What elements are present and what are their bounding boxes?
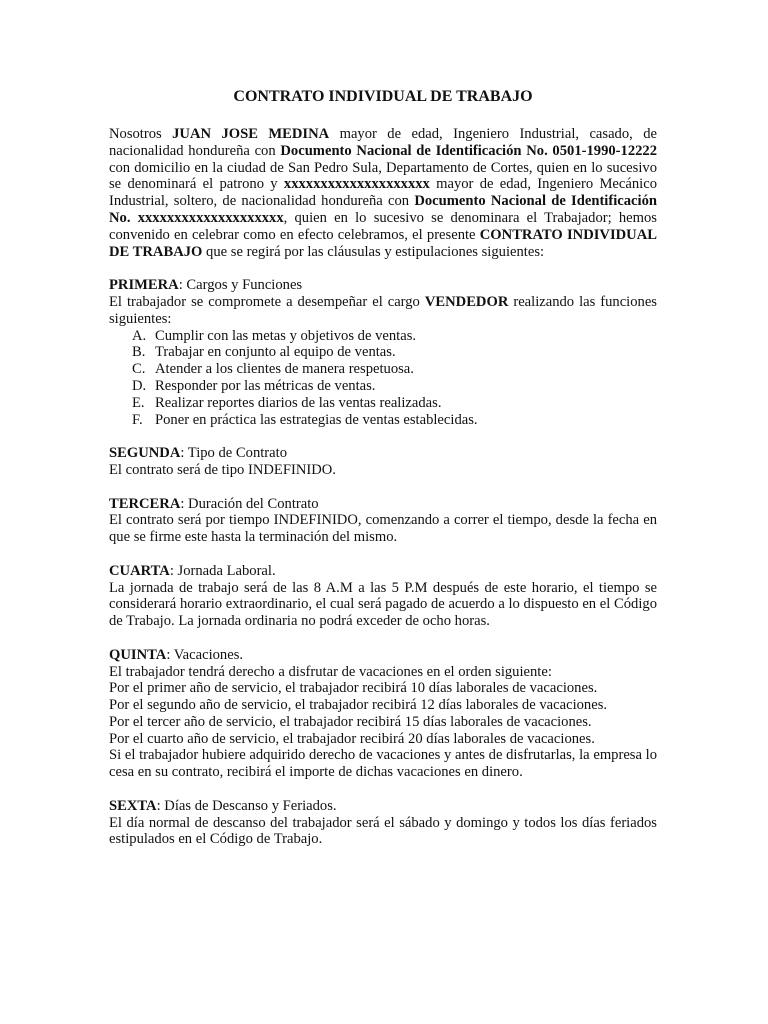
clause-tercera bbox=[109, 496, 657, 546]
list-item-text: Responder por las métricas de ventas. bbox=[155, 377, 376, 394]
vacation-line: Por el tercer año de servicio, el trabajador recibirá 15 días laborales de vacaciones. bbox=[109, 713, 592, 730]
list-item-text: Realizar reportes diarios de las ventas realizadas. bbox=[155, 394, 442, 411]
clause-number: TERCERA bbox=[109, 495, 181, 512]
intro-text: , quien en lo sucesivo se denominara el Trabajador; hemos convenido en celebrar como en efecto celebramos, el presente bbox=[109, 209, 657, 243]
clause-number: SEGUNDA bbox=[109, 445, 181, 462]
clause-heading bbox=[109, 563, 657, 580]
clause-subtitle: : Cargos y Funciones bbox=[178, 277, 303, 294]
employer-id: Documento Nacional de Identificación No. 0501-1990-12222 bbox=[280, 142, 658, 159]
clause-number: QUINTA bbox=[109, 646, 167, 663]
clause-subtitle: : Jornada Laboral. bbox=[169, 562, 276, 579]
list-item bbox=[109, 344, 657, 361]
list-marker: C. bbox=[132, 361, 146, 378]
vacation-line: El trabajador tendrá derecho a disfrutar de vacaciones en el orden siguiente: bbox=[109, 663, 552, 680]
clause-heading bbox=[109, 647, 657, 664]
list-item-text: Trabajar en conjunto al equipo de ventas. bbox=[155, 344, 396, 361]
clause-sexta bbox=[109, 798, 657, 848]
intro-text: mayor de edad, Ingeniero Industrial, casado, de nacionalidad hondureña con bbox=[109, 126, 657, 159]
clause-subtitle: : Duración del Contrato bbox=[180, 495, 319, 512]
intro-text: que se regirá por las cláusulas y estipulaciones siguientes: bbox=[202, 243, 545, 260]
vacation-line: Por el segundo año de servicio, el trabajador recibirá 12 días laborales de vacaciones. bbox=[109, 697, 608, 714]
clause-number: CUARTA bbox=[109, 562, 170, 579]
clause-text: realizando las funciones siguientes: bbox=[109, 293, 657, 327]
list-marker: F. bbox=[132, 411, 143, 428]
clause-body bbox=[109, 294, 657, 328]
clause-number: SEXTA bbox=[109, 797, 157, 814]
clause-subtitle: : Vacaciones. bbox=[166, 646, 244, 663]
clause-quinta bbox=[109, 647, 657, 781]
list-item bbox=[109, 361, 657, 378]
clause-heading bbox=[109, 445, 657, 462]
list-marker: A. bbox=[132, 327, 147, 344]
clause-body: La jornada de trabajo será de las 8 A.M a las 5 P.M después de este horario, el tiempo se considerará horario extraordinario, el cual será pagado de acuerdo a lo dispuesto en el Código de Trabajo. La jornada ordinaria no podrá exceder de ocho horas. bbox=[109, 579, 657, 630]
clause-body: El contrato será por tiempo INDEFINIDO, comenzando a correr el tiempo, desde la fecha en que se firme este hasta la terminación del mismo. bbox=[109, 512, 657, 546]
clause-heading bbox=[109, 277, 657, 294]
list-marker: B. bbox=[132, 344, 146, 361]
employee-id: Documento Nacional de Identificación No. xxxxxxxxxxxxxxxxxxxx bbox=[109, 193, 657, 226]
clause-body: El contrato será de tipo INDEFINIDO. bbox=[109, 461, 336, 478]
functions-list bbox=[109, 328, 657, 429]
clause-text: El trabajador se compromete a desempeñar el cargo bbox=[109, 293, 425, 310]
list-item-text: Cumplir con las metas y objetivos de ventas. bbox=[155, 327, 417, 344]
intro-text: Nosotros bbox=[109, 126, 173, 142]
intro-paragraph bbox=[109, 126, 657, 260]
clause-number: PRIMERA bbox=[109, 277, 179, 294]
list-item bbox=[109, 328, 657, 345]
clause-segunda bbox=[109, 445, 657, 479]
list-item-text: Poner en práctica las estrategias de ventas establecidas. bbox=[155, 411, 478, 428]
clause-subtitle: : Tipo de Contrato bbox=[180, 445, 287, 462]
vacation-line: Por el cuarto año de servicio, el trabajador recibirá 20 días laborales de vacaciones. bbox=[109, 730, 595, 747]
clause-subtitle: : Días de Descanso y Feriados. bbox=[156, 797, 337, 814]
clause-primera bbox=[109, 277, 657, 428]
list-item-text: Atender a los clientes de manera respetuosa. bbox=[155, 361, 414, 378]
contract-name: CONTRATO INDIVIDUAL DE TRABAJO bbox=[109, 226, 657, 260]
clause-body: Si el trabajador hubiere adquirido derecho de vacaciones y antes de disfrutarlas, la empresa lo cesa en su contrato, recibirá el importe de dichas vacaciones en dinero. bbox=[109, 747, 657, 781]
document-page bbox=[109, 88, 657, 848]
clause-cuarta bbox=[109, 563, 657, 630]
clause-heading bbox=[109, 798, 657, 815]
list-item bbox=[109, 395, 657, 412]
list-item bbox=[109, 412, 657, 429]
list-marker: E. bbox=[132, 394, 145, 411]
clause-body: El día normal de descanso del trabajador será el sábado y domingo y todos los días feriados estipulados en el Código de Trabajo. bbox=[109, 814, 657, 848]
intro-text: mayor de edad, Ingeniero Mecánico Industrial, soltero, de nacionalidad hondureña con bbox=[109, 176, 657, 210]
job-position: VENDEDOR bbox=[424, 293, 509, 310]
employer-name: JUAN JOSE MEDINA bbox=[172, 126, 330, 142]
employee-name: xxxxxxxxxxxxxxxxxxxx bbox=[283, 176, 430, 193]
clause-heading bbox=[109, 496, 657, 513]
list-marker: D. bbox=[132, 377, 147, 394]
vacation-line: Por el primer año de servicio, el trabajador recibirá 10 días laborales de vacaciones. bbox=[109, 680, 598, 697]
document-title: CONTRATO INDIVIDUAL DE TRABAJO bbox=[233, 88, 533, 105]
list-item bbox=[109, 378, 657, 395]
intro-text: con domicilio en la ciudad de San Pedro Sula, Departamento de Cortes, quien en lo sucesivo se denominará el patrono y bbox=[109, 159, 657, 193]
